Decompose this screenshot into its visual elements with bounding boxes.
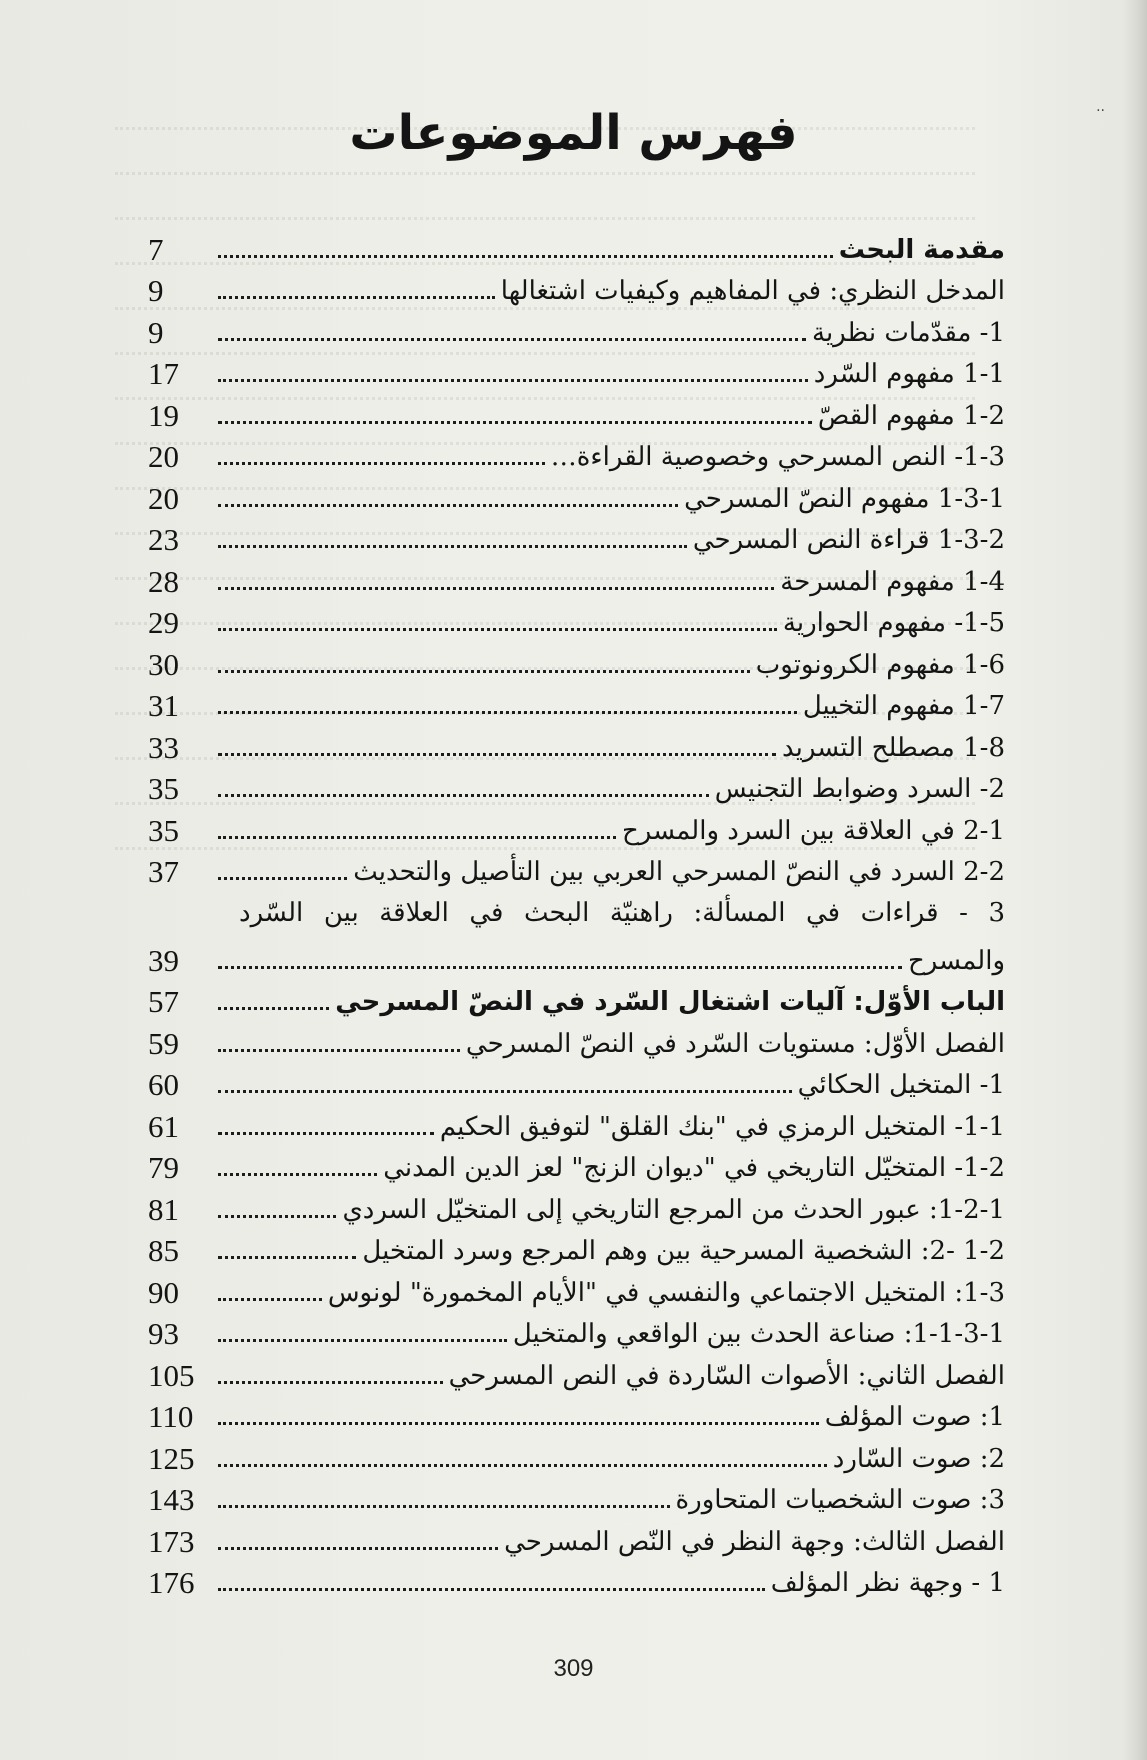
toc-entry-page: 9	[148, 273, 164, 308]
dot-leader	[218, 296, 495, 299]
dot-leader	[218, 877, 347, 880]
toc-entry-title: 1-2 -2: الشخصية المسرحية بين وهم المرجع وسرد المتخيل	[362, 1236, 1005, 1266]
dot-leader	[218, 966, 902, 969]
toc-entry-page: 61	[148, 1108, 179, 1144]
dot-leader	[218, 1505, 670, 1508]
toc-entry-title: 1-2 مفهوم القصّ	[817, 400, 1005, 431]
toc-entry-title: 1-2-1: عبور الحدث من المرجع التاريخي إلى المتخيّل السردي	[342, 1194, 1005, 1225]
toc-entry-title: الباب الأوّل: آليات اشتغال السّرد في النصّ المسرحي	[335, 987, 1005, 1017]
toc-entry-page: 35	[148, 771, 179, 806]
toc-entry	[148, 640, 1005, 682]
toc-entry-title: 1-8 مصطلح التسريد	[781, 732, 1005, 763]
dot-leader	[218, 1547, 498, 1550]
toc-entry	[148, 516, 1005, 558]
toc-entry	[148, 474, 1005, 516]
toc-entry	[148, 889, 1005, 936]
toc-entry-title: 1-3-2 قراءة النص المسرحي	[692, 525, 1005, 555]
toc-entry-page: 33	[148, 729, 179, 765]
toc-entry	[148, 936, 1005, 978]
toc-entry-page: 176	[148, 1565, 195, 1600]
toc-entry-title: الفصل الأوّل: مستويات السّرد في النصّ المسرحي	[465, 1028, 1005, 1059]
toc-entry	[148, 1351, 1005, 1393]
toc-entry	[148, 978, 1005, 1020]
toc-entry-page: 30	[148, 646, 179, 682]
dot-leader	[218, 1339, 507, 1342]
toc-entry	[148, 308, 1005, 350]
toc-entry-page: 35	[148, 812, 179, 848]
toc-entry-page: 57	[148, 984, 179, 1019]
dot-leader	[218, 753, 776, 756]
page-title: فهرس الموضوعات	[349, 105, 798, 161]
toc-entry	[148, 806, 1005, 848]
toc-entry-title: المدخل النظري: في المفاهيم وكيفيات اشتغالها	[500, 276, 1005, 306]
toc-entry-page: 17	[148, 356, 179, 391]
toc-entry	[148, 1434, 1005, 1476]
dot-leader	[218, 1173, 377, 1176]
toc-entry	[148, 433, 1005, 475]
toc-entry-title: 3: صوت الشخصيات المتحاورة	[675, 1485, 1005, 1515]
toc-entry-page: 23	[148, 522, 179, 557]
toc-entry-title: 2-1 في العلاقة بين السرد والمسرح	[621, 815, 1005, 846]
toc-entry-page: 28	[148, 563, 179, 599]
dot-leader	[218, 836, 616, 839]
toc-entry-title: 3 - قراءات في المسألة: راهنيّة البحث في العلاقة بين السّرد	[239, 897, 1005, 928]
toc-entry-title: 1- مقدّمات نظرية	[812, 317, 1005, 348]
toc-entry-title: 1-5- مفهوم الحوارية	[782, 608, 1005, 638]
toc-entry-title: 1-3: المتخيل الاجتماعي والنفسي في "الأيام المخمورة" لونوس	[327, 1277, 1005, 1308]
toc-entry-title: 1 - وجهة نظر المؤلف	[770, 1568, 1005, 1598]
toc-entry-title: 1- المتخيل الحكائي	[797, 1070, 1005, 1100]
toc-entry-title: الفصل الثاني: الأصوات السّاردة في النص المسرحي	[448, 1360, 1005, 1391]
dot-leader	[218, 1215, 336, 1218]
toc-entry-page: 93	[148, 1316, 179, 1351]
toc-entry-title: 2- السرد وضوابط التجنيس	[714, 774, 1005, 804]
dot-leader	[218, 1464, 827, 1467]
toc-entry-title: 1-7 مفهوم التخييل	[802, 691, 1005, 721]
toc-entry	[148, 765, 1005, 807]
dot-leader	[218, 1381, 443, 1384]
dot-leader	[218, 379, 808, 382]
toc-entry	[148, 1185, 1005, 1227]
toc-entry-title: 1-2- المتخيّل التاريخي في "ديوان الزنج" لعز الدين المدني	[383, 1153, 1005, 1183]
table-of-contents	[148, 225, 1005, 1600]
toc-entry-title: 1-1 مفهوم السّرد	[813, 359, 1005, 389]
toc-entry-page: 7	[148, 231, 164, 267]
toc-entry	[148, 599, 1005, 641]
toc-entry-page: 59	[148, 1025, 179, 1061]
toc-entry-page: 20	[148, 439, 179, 474]
dot-leader	[218, 462, 545, 465]
toc-entry	[148, 848, 1005, 890]
toc-entry-title: 1: صوت المؤلف	[824, 1402, 1005, 1432]
toc-entry-page: 143	[148, 1482, 195, 1517]
toc-entry	[148, 1227, 1005, 1269]
toc-entry-title: مقدمة البحث	[838, 234, 1005, 265]
toc-entry-title: 2-2 السرد في النصّ المسرحي العربي بين التأصيل والتحديث	[353, 857, 1005, 887]
toc-entry	[148, 267, 1005, 309]
toc-entry	[148, 1310, 1005, 1352]
dot-leader	[218, 1049, 460, 1052]
toc-entry-page: 79	[148, 1150, 179, 1185]
dot-leader	[218, 1422, 819, 1425]
toc-entry	[148, 557, 1005, 599]
toc-entry-page: 85	[148, 1233, 179, 1268]
toc-entry-title: 1-3-1 مفهوم النصّ المسرحي	[684, 483, 1005, 514]
toc-entry-page: 19	[148, 397, 179, 433]
toc-entry-page: 125	[148, 1440, 195, 1476]
toc-entry	[148, 723, 1005, 765]
dot-leader	[218, 504, 678, 507]
toc-entry-page: 60	[148, 1067, 179, 1102]
toc-entry-page: 29	[148, 605, 179, 640]
dot-leader	[218, 421, 812, 424]
toc-entry-title: 1-1-3-1: صناعة الحدث بين الواقعي والمتخيل	[512, 1319, 1005, 1349]
toc-entry-title: 1-1- المتخيل الرمزي في "بنك القلق" لتوفيق الحكيم	[439, 1111, 1005, 1142]
dot-leader	[218, 1298, 322, 1301]
toc-entry	[148, 391, 1005, 433]
toc-entry	[148, 682, 1005, 724]
toc-entry-page: 173	[148, 1523, 195, 1559]
toc-entry	[148, 1268, 1005, 1310]
dot-leader	[218, 545, 687, 548]
toc-entry-page: 110	[148, 1399, 194, 1434]
toc-entry-page: 39	[148, 942, 179, 978]
toc-entry-title: 2: صوت السّارد	[832, 1443, 1005, 1474]
dot-leader	[218, 628, 777, 631]
toc-entry-page: 81	[148, 1191, 179, 1227]
dot-leader	[218, 794, 709, 797]
dot-leader	[218, 711, 797, 714]
toc-entry-page: 31	[148, 688, 179, 723]
toc-entry-title: 1-3- النص المسرحي وخصوصية القراءة…	[550, 442, 1005, 472]
toc-entry-title: 1-4 مفهوم المسرحة	[780, 566, 1005, 597]
toc-entry	[148, 350, 1005, 392]
toc-entry	[148, 1476, 1005, 1518]
toc-entry	[148, 1061, 1005, 1103]
toc-entry-title: والمسرح	[907, 945, 1005, 976]
dot-leader	[218, 670, 750, 673]
dot-leader	[218, 1132, 434, 1135]
toc-entry	[148, 1517, 1005, 1559]
toc-entry	[148, 1144, 1005, 1186]
dot-leader	[218, 1588, 765, 1591]
toc-entry	[148, 225, 1005, 267]
dot-leader	[218, 255, 833, 258]
dot-leader	[218, 338, 806, 341]
toc-entry-title: 1-6 مفهوم الكرونوتوب	[755, 649, 1005, 680]
page-number: 309	[553, 1655, 594, 1682]
toc-entry	[148, 1393, 1005, 1435]
dot-leader	[218, 587, 774, 590]
toc-entry	[148, 1559, 1005, 1601]
toc-entry-page: 9	[148, 314, 164, 350]
toc-entry	[148, 1019, 1005, 1061]
dot-leader	[218, 1090, 792, 1093]
toc-entry-page: 90	[148, 1274, 179, 1310]
toc-entry-title: الفصل الثالث: وجهة النظر في النّص المسرحي	[504, 1526, 1005, 1557]
toc-entry-page: 105	[148, 1357, 195, 1393]
toc-entry-page: 37	[148, 854, 179, 889]
toc-entry-page: 20	[148, 480, 179, 516]
margin-mark: ··	[1096, 103, 1105, 119]
dot-leader	[218, 1256, 356, 1259]
toc-entry	[148, 1102, 1005, 1144]
dot-leader	[218, 1007, 329, 1010]
